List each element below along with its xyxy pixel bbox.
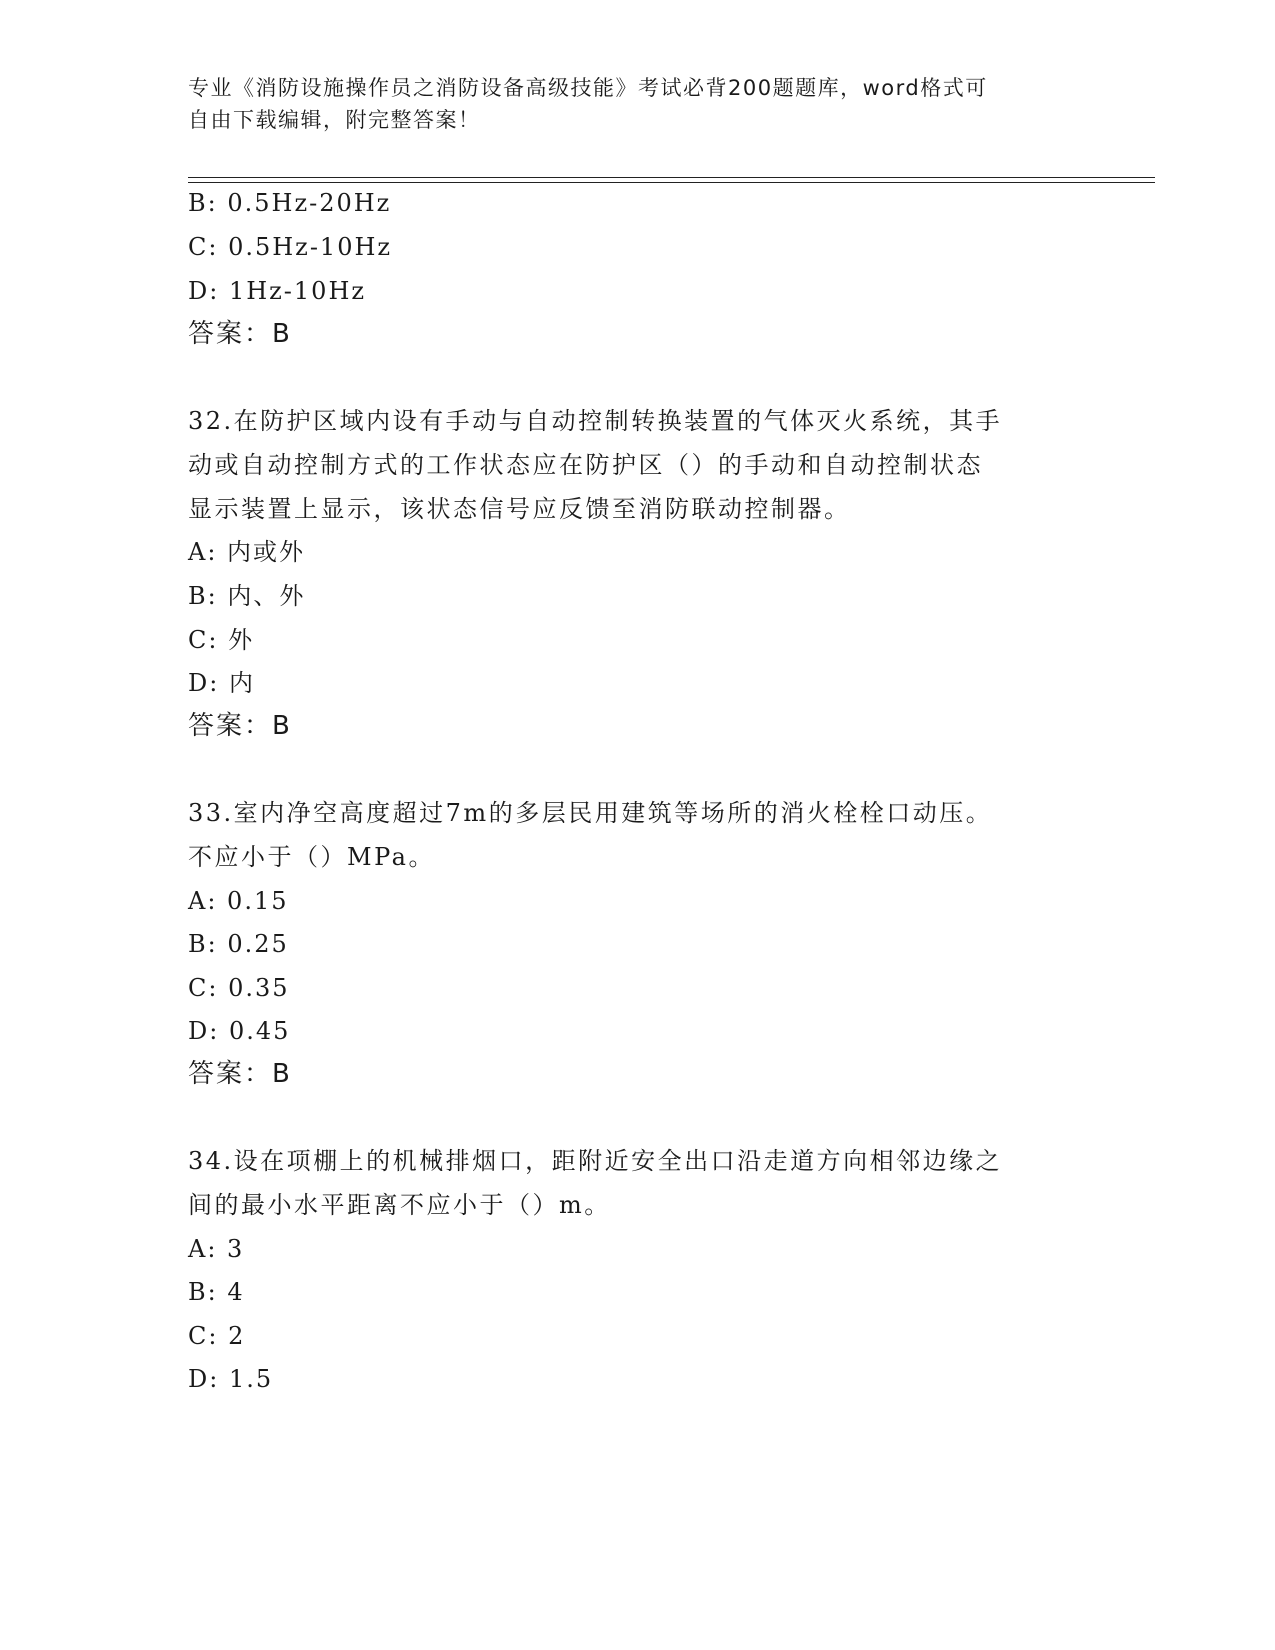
question-33-option-c: C: 0.35 [188, 974, 290, 1002]
question-32-answer: 答案：B [188, 711, 292, 741]
page-header: 专业《消防设施操作员之消防设备高级技能》考试必背200题题库，word格式可 自由下载编辑，附完整答案！ [188, 76, 988, 132]
question-34-option-a: A: 3 [188, 1235, 245, 1263]
question-33-option-b: B: 0.25 [188, 930, 289, 958]
question-32-stem-line-3: 显示装置上显示，该状态信号应反馈至消防联动控制器。 [188, 495, 851, 523]
question-32-option-c: C: 外 [188, 626, 255, 654]
question-32-stem-line-1: 32.在防护区域内设有手动与自动控制转换装置的气体灭火系统，其手 [188, 407, 1003, 435]
question-33-answer: 答案：B [188, 1059, 292, 1089]
question-34-option-c: C: 2 [188, 1322, 246, 1350]
option-d: D: 1Hz-10Hz [188, 277, 367, 305]
question-33-option-d: D: 0.45 [188, 1017, 291, 1045]
header-rule-bottom [188, 182, 1155, 183]
question-34-option-b: B: 4 [188, 1278, 245, 1306]
question-32-option-a: A: 内或外 [188, 538, 306, 566]
question-34-stem-line-2: 间的最小水平距离不应小于（）m。 [188, 1191, 611, 1219]
question-32-option-d: D: 内 [188, 669, 255, 697]
question-32-stem-line-2: 动或自动控制方式的工作状态应在防护区（）的手动和自动控制状态 [188, 451, 983, 479]
option-c: C: 0.5Hz-10Hz [188, 233, 393, 261]
question-33-stem-line-2: 不应小于（）MPa。 [188, 843, 435, 871]
question-34-stem-line-1: 34.设在项棚上的机械排烟口，距附近安全出口沿走道方向相邻边缘之 [188, 1147, 1003, 1175]
answer-line: 答案：B [188, 319, 292, 349]
header-rule-top [188, 177, 1155, 178]
question-34-option-d: D: 1.5 [188, 1365, 274, 1393]
option-b: B: 0.5Hz-20Hz [188, 189, 392, 217]
question-32-option-b: B: 内、外 [188, 582, 306, 610]
question-33-stem-line-1: 33.室内净空高度超过7m的多层民用建筑等场所的消火栓栓口动压。 [188, 799, 993, 827]
question-33-option-a: A: 0.15 [188, 887, 289, 915]
